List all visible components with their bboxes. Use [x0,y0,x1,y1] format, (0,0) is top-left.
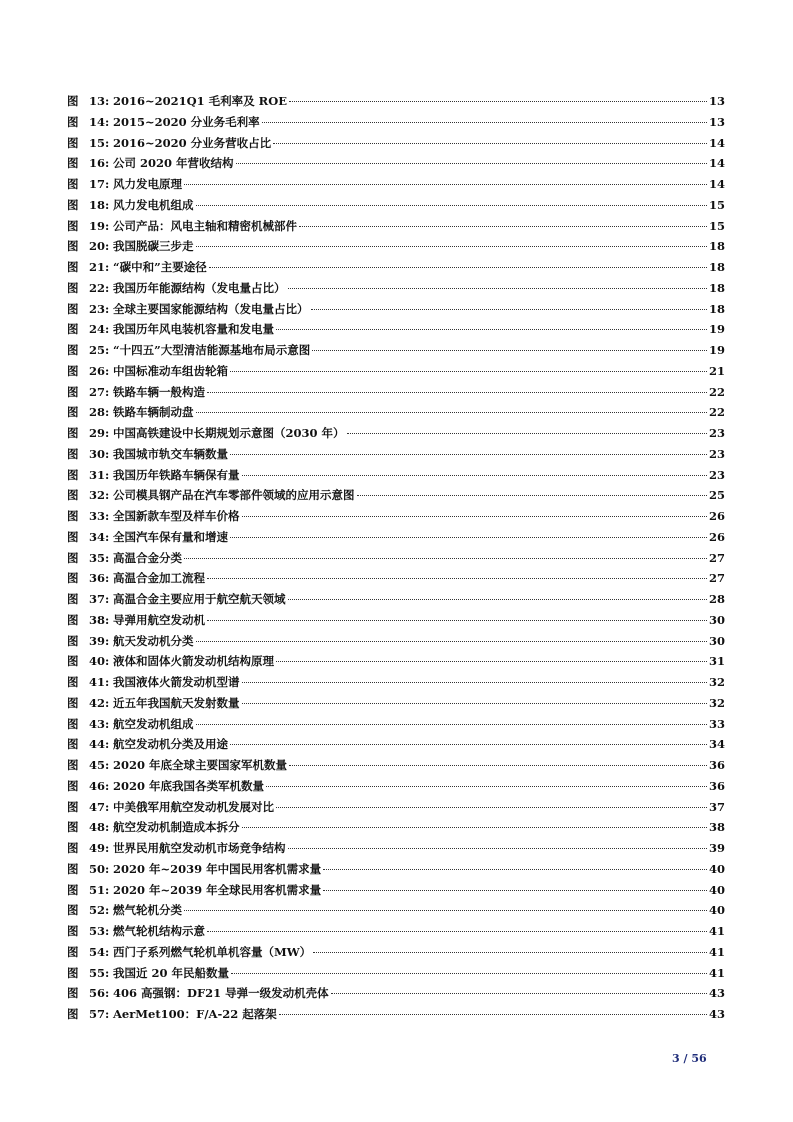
dot-leader [299,226,707,227]
figure-prefix: 图 [67,280,79,295]
figure-title: 2020 年~2039 年全球民用客机需求量 [113,882,322,897]
figure-number: 21: [89,260,110,274]
figure-number: 22: [89,280,110,295]
page-ref: 36 [709,758,726,772]
page-ref: 14 [709,135,726,150]
figure-number: 29: [89,426,110,440]
page-ref: 40 [709,882,726,897]
figure-prefix: 图 [67,94,79,108]
page-ref: 13 [709,94,726,108]
figure-prefix: 图 [67,384,79,399]
figure-index-entry[interactable] [67,840,726,861]
page-ref: 32 [709,695,726,710]
figure-index-entry[interactable] [67,446,726,467]
figure-index-entry[interactable] [67,114,726,135]
figure-index-entry[interactable] [67,695,726,716]
dot-leader [279,1014,707,1015]
figure-number: 19: [89,218,110,233]
page-ref: 22 [709,405,726,420]
figure-title: 世界民用航空发动机市场竞争结构 [113,841,286,855]
figure-title: 航空发动机组成 [113,716,194,731]
figure-prefix: 图 [67,1007,79,1021]
figure-prefix: 图 [67,592,79,606]
figure-title: 中美俄军用航空发动机发展对比 [113,799,274,814]
figure-prefix: 图 [67,841,79,855]
figure-index-entry[interactable] [67,819,726,840]
page-ref: 21 [709,363,726,378]
figure-prefix: 图 [67,716,79,731]
figure-number: 50: [89,861,110,876]
page-ref: 31 [709,654,726,669]
figure-index-entry[interactable] [67,487,726,508]
figure-title: 西门子系列燃气轮机单机容量（MW） [113,944,312,959]
figure-prefix: 图 [67,820,79,835]
page-number: 3 / 56 [672,1052,707,1065]
figure-index-entry[interactable] [67,653,726,674]
figure-index-entry[interactable] [67,280,726,301]
figure-index-entry[interactable] [67,135,726,156]
page-ref: 19 [709,343,726,357]
figure-number: 27: [89,384,110,399]
figure-number: 24: [89,322,110,337]
dot-leader [331,993,707,994]
figure-index-entry[interactable] [67,238,726,259]
page-ref: 18 [709,280,726,295]
figure-prefix: 图 [67,654,79,669]
figure-number: 45: [89,758,110,772]
figure-index-entry[interactable] [67,861,726,882]
figure-index-entry[interactable] [67,342,726,363]
page-ref: 38 [709,820,726,835]
figure-number: 17: [89,177,110,191]
figure-number: 35: [89,550,110,565]
figure-number: 15: [89,135,110,150]
figure-index-entry[interactable] [67,363,726,384]
page-ref: 26 [709,529,726,544]
figure-title: 全国汽车保有量和增速 [113,529,228,544]
page-ref: 15 [709,197,726,212]
figure-number: 40: [89,654,110,669]
figure-number: 57: [89,1007,110,1021]
figure-number: 55: [89,965,110,980]
figure-index-entry[interactable] [67,591,726,612]
figure-title: 我国历年风电装机容量和发电量 [113,322,274,337]
figure-title: 中国高铁建设中长期规划示意图（2030 年） [113,426,345,440]
figure-index-entry[interactable] [67,425,726,446]
figure-prefix: 图 [67,177,79,191]
dot-leader [184,910,707,911]
figure-index-entry[interactable] [67,882,726,903]
figure-index-entry[interactable] [67,944,726,965]
page-ref: 39 [709,841,726,855]
figure-index-entry[interactable] [67,508,726,529]
figure-prefix: 图 [67,695,79,710]
figure-prefix: 图 [67,197,79,212]
figure-number: 51: [89,882,110,897]
figure-prefix: 图 [67,260,79,274]
dot-leader [242,516,708,517]
figure-prefix: 图 [67,758,79,772]
figure-number: 42: [89,695,110,710]
figure-number: 32: [89,488,110,503]
figure-title: 高温合金加工流程 [113,571,205,586]
figure-prefix: 图 [67,944,79,959]
page-ref: 23 [709,426,726,440]
dot-leader [288,288,708,289]
figure-title: 近五年我国航天发射数量 [113,695,240,710]
dot-leader [289,765,707,766]
page-ref: 19 [709,322,726,337]
figure-title: 航空发动机制造成本拆分 [113,820,240,835]
figure-prefix: 图 [67,675,79,689]
dot-leader [196,412,708,413]
figure-prefix: 图 [67,633,79,648]
figure-index-entry[interactable] [67,778,726,799]
figure-title: 高温合金分类 [113,550,182,565]
figure-number: 14: [89,114,110,129]
dot-leader [311,309,708,310]
figure-index-entry[interactable] [67,259,726,280]
figure-prefix: 图 [67,426,79,440]
figure-prefix: 图 [67,799,79,814]
figure-title: 2020 年底我国各类军机数量 [113,778,265,793]
dot-leader [209,267,707,268]
figure-prefix: 图 [67,861,79,876]
dot-leader [236,163,707,164]
dot-leader [196,205,708,206]
page-ref: 30 [709,633,726,648]
dot-leader [273,143,707,144]
dot-leader [230,454,707,455]
page-ref: 41 [709,924,726,938]
figure-index-entry[interactable] [67,550,726,571]
figure-index-entry[interactable] [67,467,726,488]
figure-prefix: 图 [67,986,79,1001]
figure-title: 公司 2020 年营收结构 [113,156,234,171]
figure-title: 中国标准动车组齿轮箱 [113,363,228,378]
figure-prefix: 图 [67,363,79,378]
figure-title: “碳中和”主要途径 [113,260,207,274]
figure-prefix: 图 [67,737,79,752]
figure-index [67,93,726,1027]
figure-prefix: 图 [67,903,79,918]
figure-title: AerMet100：F/A-22 起落架 [113,1007,277,1021]
figure-title: 我国液体火箭发动机型谱 [113,675,240,689]
figure-prefix: 图 [67,135,79,150]
figure-index-entry[interactable] [67,384,726,405]
figure-index-entry[interactable] [67,404,726,425]
figure-index-entry[interactable] [67,176,726,197]
figure-index-entry[interactable] [67,570,726,591]
page-ref: 23 [709,467,726,482]
dot-leader [289,101,707,102]
dot-leader [323,869,707,870]
figure-number: 56: [89,986,110,1001]
dot-leader [242,827,708,828]
figure-index-entry[interactable] [67,757,726,778]
figure-index-entry[interactable] [67,529,726,550]
page-ref: 23 [709,446,726,461]
figure-title: 2020 年底全球主要国家军机数量 [113,758,288,772]
figure-number: 13: [89,94,110,108]
page-ref: 40 [709,903,726,918]
figure-number: 16: [89,156,110,171]
figure-number: 46: [89,778,110,793]
page-ref: 32 [709,675,726,689]
figure-index-entry[interactable] [67,1006,726,1027]
figure-title: 全国新款车型及样车价格 [113,509,240,523]
page-ref: 33 [709,716,726,731]
figure-title: 燃气轮机分类 [113,903,182,918]
figure-number: 43: [89,716,110,731]
dot-leader [288,599,708,600]
figure-title: 2020 年~2039 年中国民用客机需求量 [113,861,322,876]
page-ref: 15 [709,218,726,233]
figure-index-entry[interactable] [67,218,726,239]
figure-prefix: 图 [67,446,79,461]
dot-leader [207,931,707,932]
dot-leader [242,475,708,476]
figure-prefix: 图 [67,218,79,233]
figure-title: 风力发电原理 [113,177,182,191]
figure-prefix: 图 [67,114,79,129]
figure-index-entry[interactable] [67,612,726,633]
dot-leader [347,433,707,434]
page-ref: 37 [709,799,726,814]
figure-number: 49: [89,841,110,855]
figure-number: 39: [89,633,110,648]
figure-number: 44: [89,737,110,752]
figure-number: 47: [89,799,110,814]
dot-leader [196,246,708,247]
figure-title: 2015~2020 分业务毛利率 [113,114,260,129]
dot-leader [266,786,707,787]
figure-prefix: 图 [67,529,79,544]
figure-index-entry[interactable] [67,674,726,695]
dot-leader [230,371,707,372]
dot-leader [323,890,707,891]
figure-title: 铁路车辆制动盘 [113,405,194,420]
figure-number: 37: [89,592,110,606]
figure-title: 我国脱碳三步走 [113,239,194,254]
figure-title: 我国历年铁路车辆保有量 [113,467,240,482]
dot-leader [207,620,707,621]
dot-leader [196,724,708,725]
dot-leader [231,973,707,974]
figure-title: “十四五”大型清洁能源基地布局示意图 [113,343,311,357]
figure-index-entry[interactable] [67,93,726,114]
dot-leader [196,641,708,642]
figure-title: 我国历年能源结构（发电量占比） [113,280,286,295]
page-ref: 41 [709,965,726,980]
figure-number: 54: [89,944,110,959]
page-ref: 43 [709,1007,726,1021]
page-ref: 18 [709,239,726,254]
page-ref: 40 [709,861,726,876]
figure-prefix: 图 [67,965,79,980]
dot-leader [242,682,708,683]
dot-leader [357,495,708,496]
figure-index-entry[interactable] [67,799,726,820]
figure-index-entry[interactable] [67,321,726,342]
figure-prefix: 图 [67,405,79,420]
page-ref: 14 [709,177,726,191]
figure-number: 38: [89,612,110,627]
figure-number: 48: [89,820,110,835]
page-ref: 43 [709,986,726,1001]
figure-number: 23: [89,301,110,316]
figure-prefix: 图 [67,509,79,523]
figure-title: 我国近 20 年民船数量 [113,965,230,980]
figure-prefix: 图 [67,924,79,938]
dot-leader [242,703,708,704]
figure-number: 41: [89,675,110,689]
figure-prefix: 图 [67,343,79,357]
figure-index-entry[interactable] [67,985,726,1006]
figure-title: 液体和固体火箭发动机结构原理 [113,654,274,669]
dot-leader [288,848,708,849]
dot-leader [276,329,707,330]
dot-leader [230,537,707,538]
dot-leader [312,350,707,351]
page-ref: 30 [709,612,726,627]
figure-index-entry[interactable] [67,197,726,218]
figure-index-entry[interactable] [67,736,726,757]
figure-number: 30: [89,446,110,461]
figure-number: 20: [89,239,110,254]
page-ref: 27 [709,571,726,586]
page-ref: 36 [709,778,726,793]
figure-title: 2016~2021Q1 毛利率及 ROE [113,94,288,108]
figure-title: 2016~2020 分业务营收占比 [113,135,272,150]
page-ref: 26 [709,509,726,523]
figure-number: 18: [89,197,110,212]
dot-leader [184,558,707,559]
page-ref: 18 [709,301,726,316]
dot-leader [207,578,707,579]
dot-leader [276,661,707,662]
figure-prefix: 图 [67,488,79,503]
figure-title: 全球主要国家能源结构（发电量占比） [113,301,309,316]
figure-number: 28: [89,405,110,420]
figure-number: 36: [89,571,110,586]
figure-number: 31: [89,467,110,482]
figure-prefix: 图 [67,322,79,337]
page-ref: 27 [709,550,726,565]
dot-leader [184,184,707,185]
figure-index-entry[interactable] [67,301,726,322]
figure-index-entry[interactable] [67,923,726,944]
figure-prefix: 图 [67,550,79,565]
figure-index-entry[interactable] [67,633,726,654]
figure-number: 33: [89,509,110,523]
figure-prefix: 图 [67,612,79,627]
figure-prefix: 图 [67,156,79,171]
figure-prefix: 图 [67,571,79,586]
figure-title: 风力发电机组成 [113,197,194,212]
page-ref: 25 [709,488,726,503]
figure-title: 燃气轮机结构示意 [113,924,205,938]
figure-title: 航空发动机分类及用途 [113,737,228,752]
dot-leader [262,122,707,123]
figure-title: 公司模具钢产品在汽车零部件领域的应用示意图 [113,488,355,503]
page-ref: 41 [709,944,726,959]
figure-title: 406 高强钢：DF21 导弹一级发动机壳体 [113,986,329,1001]
figure-index-entry[interactable] [67,716,726,737]
figure-index-entry[interactable] [67,965,726,986]
figure-number: 25: [89,343,110,357]
figure-prefix: 图 [67,239,79,254]
page-ref: 13 [709,114,726,129]
figure-title: 航天发动机分类 [113,633,194,648]
figure-title: 铁路车辆一般构造 [113,384,205,399]
figure-number: 52: [89,903,110,918]
page-ref: 18 [709,260,726,274]
figure-prefix: 图 [67,301,79,316]
figure-title: 我国城市轨交车辆数量 [113,446,228,461]
figure-title: 公司产品：风电主轴和精密机械部件 [113,218,297,233]
figure-number: 26: [89,363,110,378]
figure-prefix: 图 [67,778,79,793]
dot-leader [313,952,707,953]
page-ref: 28 [709,592,726,606]
dot-leader [230,744,707,745]
dot-leader [276,807,707,808]
figure-index-entry[interactable] [67,902,726,923]
figure-title: 导弹用航空发动机 [113,612,205,627]
dot-leader [207,392,707,393]
figure-number: 34: [89,529,110,544]
figure-index-entry[interactable] [67,155,726,176]
figure-number: 53: [89,924,110,938]
page-ref: 22 [709,384,726,399]
figure-title: 高温合金主要应用于航空航天领域 [113,592,286,606]
figure-prefix: 图 [67,882,79,897]
page-ref: 34 [709,737,726,752]
page-ref: 14 [709,156,726,171]
figure-prefix: 图 [67,467,79,482]
